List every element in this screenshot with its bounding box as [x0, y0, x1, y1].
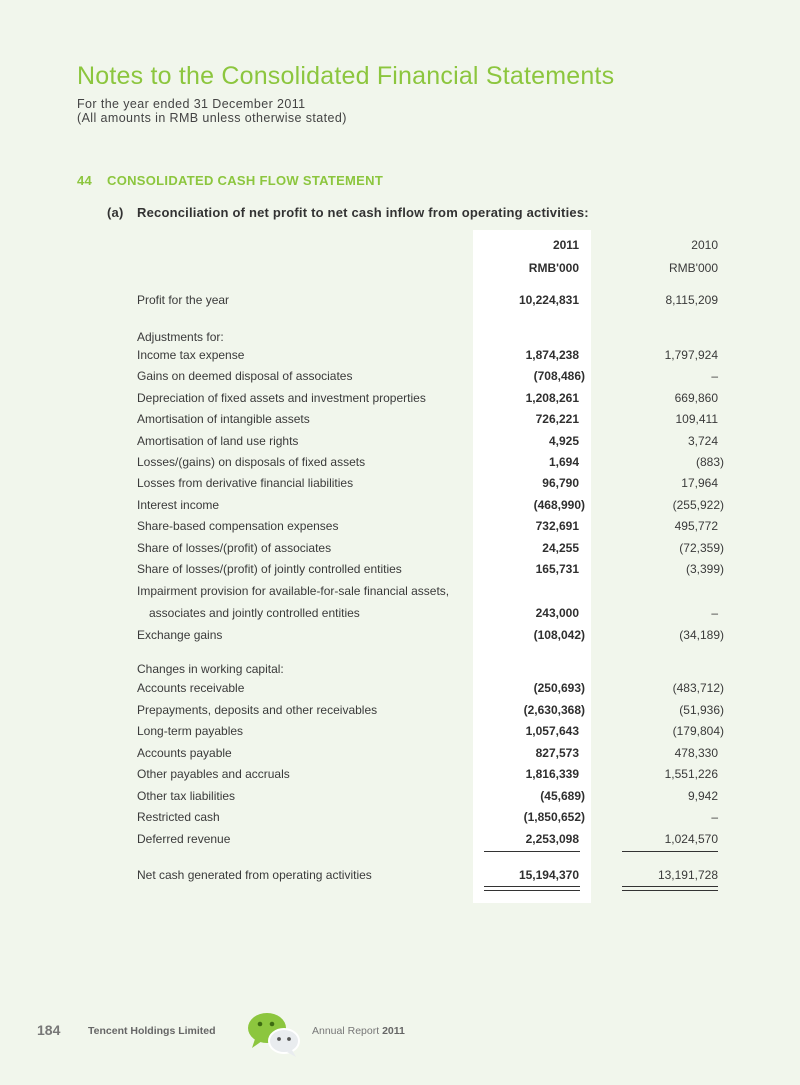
section-number: 44	[77, 173, 93, 188]
value-2010: (3,399)	[685, 562, 724, 576]
wechat-logo-icon	[243, 1008, 303, 1058]
footer-company: Tencent Holdings Limited	[88, 1025, 216, 1037]
row-label: Gains on deemed disposal of associates	[137, 369, 353, 383]
value-2011: 726,221	[535, 412, 579, 426]
subsection-letter: (a)	[107, 205, 124, 220]
value-2011: (250,693)	[533, 681, 585, 695]
footer-report	[312, 1025, 405, 1037]
subtotal-rule-prior	[622, 851, 718, 852]
value-2011: (468,990)	[533, 498, 585, 512]
table-row	[0, 541, 800, 559]
row-label: Losses/(gains) on disposals of fixed assets	[137, 455, 366, 469]
column-year-current: 2011	[552, 238, 579, 252]
value-2010: 8,115,209	[665, 293, 718, 307]
value-2011: 15,194,370	[518, 868, 579, 882]
table-row	[0, 628, 800, 646]
table-row	[0, 476, 800, 494]
section-heading	[77, 173, 383, 188]
value-2010: (51,936)	[679, 703, 724, 717]
value-2011: 1,057,643	[525, 724, 579, 738]
value-2010: –	[711, 369, 718, 383]
subsection-heading	[107, 205, 589, 220]
column-unit-prior: RMB'000	[669, 261, 718, 275]
footer-report-label: Annual Report	[312, 1025, 380, 1037]
page-title: Notes to the Consolidated Financial Statements	[77, 62, 615, 90]
row-label: Other tax liabilities	[137, 789, 236, 803]
table-row	[0, 746, 800, 764]
value-2011: 4,925	[548, 434, 579, 448]
table-row	[0, 767, 800, 785]
section-title: CONSOLIDATED CASH FLOW STATEMENT	[107, 173, 384, 188]
row-label: Share of losses/(profit) of jointly controlled entities	[137, 562, 402, 576]
row-label: associates and jointly controlled entities	[149, 606, 360, 620]
value-2010: (72,359)	[679, 541, 724, 555]
value-2010: 13,191,728	[657, 868, 718, 882]
value-2011: (45,689)	[540, 789, 585, 803]
value-2010: 9,942	[687, 789, 718, 803]
value-2011: 24,255	[542, 541, 579, 555]
subtotal-rule-current	[484, 851, 580, 852]
table-row	[0, 810, 800, 828]
table-row	[0, 832, 800, 850]
table-row	[0, 868, 800, 886]
row-label: Deferred revenue	[137, 832, 231, 846]
row-label: Amortisation of intangible assets	[137, 412, 310, 426]
value-2010: 1,024,570	[664, 832, 718, 846]
value-2010: (179,804)	[672, 724, 724, 738]
table-row	[0, 293, 800, 311]
total-double-rule-prior-top	[622, 886, 718, 887]
value-2011: 1,694	[548, 455, 579, 469]
table-row	[0, 498, 800, 516]
row-label: Depreciation of fixed assets and investment properties	[137, 391, 426, 405]
page-number: 184	[37, 1022, 61, 1038]
row-label: Other payables and accruals	[137, 767, 290, 781]
total-double-rule-current-bottom	[484, 890, 580, 891]
total-double-rule-prior-bottom	[622, 890, 718, 891]
value-2011: 1,208,261	[525, 391, 579, 405]
subsection-title: Reconciliation of net profit to net cash inflow from operating activities:	[137, 205, 589, 220]
value-2011: (2,630,368)	[523, 703, 585, 717]
subtitle-period: For the year ended 31 December 2011	[77, 97, 306, 111]
table-row	[0, 662, 800, 680]
value-2011: 96,790	[542, 476, 579, 490]
value-2011: 827,573	[535, 746, 579, 760]
value-2010: 495,772	[674, 519, 718, 533]
value-2011: (708,486)	[533, 369, 585, 383]
value-2010: 1,551,226	[664, 767, 718, 781]
row-label: Adjustments for:	[137, 330, 224, 344]
value-2011: (108,042)	[533, 628, 585, 642]
value-2010: (483,712)	[672, 681, 724, 695]
row-label: Amortisation of land use rights	[137, 434, 299, 448]
footer-report-year: 2011	[382, 1025, 405, 1037]
row-label: Net cash generated from operating activities	[137, 868, 372, 882]
value-2011: (1,850,652)	[523, 810, 585, 824]
row-label: Share of losses/(profit) of associates	[137, 541, 332, 555]
value-2010: 109,411	[675, 412, 718, 426]
row-label: Accounts payable	[137, 746, 232, 760]
column-unit-current: RMB'000	[528, 261, 579, 275]
table-row	[0, 330, 800, 348]
value-2011: 165,731	[535, 562, 579, 576]
row-label: Long-term payables	[137, 724, 244, 738]
column-header-unit	[0, 261, 800, 279]
row-label: Changes in working capital:	[137, 662, 284, 676]
value-2010: (255,922)	[672, 498, 724, 512]
value-2010: (883)	[695, 455, 724, 469]
table-row	[0, 606, 800, 624]
table-row	[0, 562, 800, 580]
row-label: Impairment provision for available-for-sale financial assets,	[137, 584, 450, 598]
table-row	[0, 519, 800, 537]
table-row	[0, 724, 800, 742]
row-label: Restricted cash	[137, 810, 220, 824]
value-2010: 1,797,924	[664, 348, 718, 362]
row-label: Interest income	[137, 498, 220, 512]
row-label: Exchange gains	[137, 628, 223, 642]
table-row	[0, 391, 800, 409]
table-row	[0, 348, 800, 366]
value-2010: 478,330	[674, 746, 718, 760]
value-2011: 10,224,831	[518, 293, 579, 307]
value-2011: 732,691	[535, 519, 579, 533]
value-2010: 3,724	[687, 434, 718, 448]
value-2010: (34,189)	[679, 628, 724, 642]
row-label: Losses from derivative financial liabilities	[137, 476, 354, 490]
total-double-rule-current-top	[484, 886, 580, 887]
value-2010: 17,964	[681, 476, 718, 490]
value-2011: 1,816,339	[525, 767, 579, 781]
row-label: Share-based compensation expenses	[137, 519, 339, 533]
row-label: Profit for the year	[137, 293, 230, 307]
subtitle-currency-note: (All amounts in RMB unless otherwise stated)	[77, 111, 347, 125]
row-label: Accounts receivable	[137, 681, 245, 695]
row-label: Prepayments, deposits and other receivables	[137, 703, 378, 717]
value-2010: –	[711, 810, 718, 824]
table-row	[0, 681, 800, 699]
table-row	[0, 412, 800, 430]
table-row	[0, 789, 800, 807]
value-2010: 669,860	[674, 391, 718, 405]
table-row	[0, 584, 800, 602]
value-2011: 1,874,238	[525, 348, 579, 362]
column-header-year	[0, 238, 800, 256]
table-row	[0, 369, 800, 387]
table-row	[0, 703, 800, 721]
table-row	[0, 455, 800, 473]
value-2010: –	[711, 606, 718, 620]
row-label: Income tax expense	[137, 348, 245, 362]
value-2011: 243,000	[535, 606, 579, 620]
table-row	[0, 434, 800, 452]
value-2011: 2,253,098	[525, 832, 579, 846]
column-year-prior: 2010	[691, 238, 718, 252]
